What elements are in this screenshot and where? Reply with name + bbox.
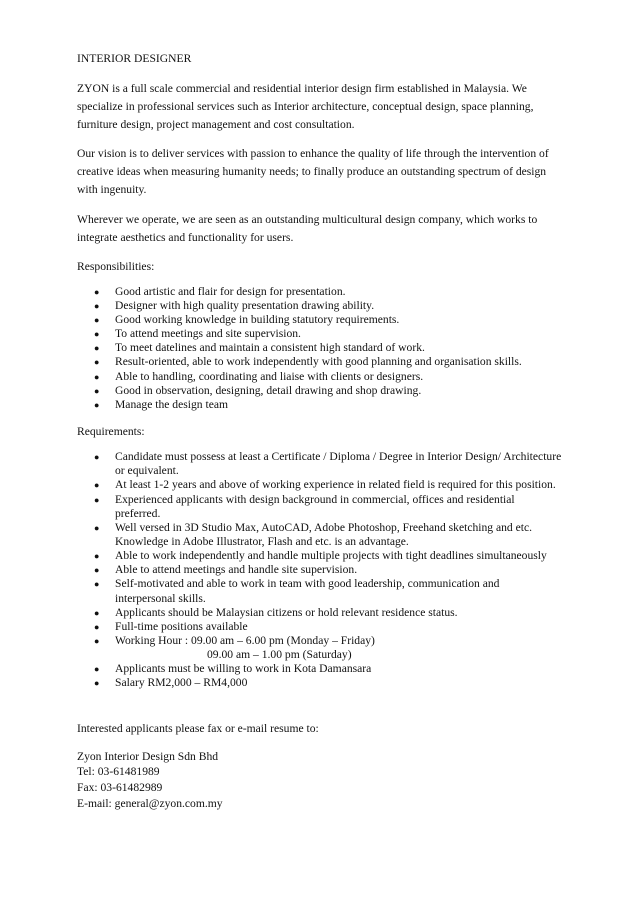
bullet-icon: ●: [94, 565, 100, 576]
list-item: ● Candidate must possess at least a Certificate / Diploma / Degree in Interior Design/ Architecture or equivalent.: [94, 450, 562, 478]
list-item: ● Good artistic and flair for design for presentation.: [94, 284, 346, 298]
list-item: ● Manage the design team: [94, 397, 228, 411]
requirements-heading: Requirements:: [77, 425, 145, 439]
list-item: ● Able to handling, coordinating and liaise with clients or designers.: [94, 369, 424, 383]
list-item: ● Full-time positions available: [94, 619, 248, 633]
list-item: ● Able to attend meetings and handle site supervision.: [94, 563, 358, 577]
list-item: ● Designer with high quality presentation drawing ability.: [94, 298, 375, 312]
list-item: ● Good in observation, designing, detail drawing and shop drawing.: [94, 383, 422, 397]
section-spacer: [77, 702, 562, 720]
bullet-icon: ●: [94, 522, 100, 533]
list-item: ● Well versed in 3D Studio Max, AutoCAD, Adobe Photoshop, Freehand sketching and etc. Knowledge in Adobe Illustrator, Flash and etc. is an advantage.: [94, 520, 533, 548]
page-title: INTERIOR DESIGNER: [77, 52, 192, 65]
responsibilities-list: [77, 285, 562, 412]
list-item: ● At least 1-2 years and above of working experience in related field is required for this position.: [94, 478, 556, 492]
bullet-icon: ●: [94, 551, 100, 562]
working-hour-weekday: Working Hour : 09.00 am – 6.00 pm (Monday – Friday): [115, 633, 375, 647]
company-name: Zyon Interior Design Sdn Bhd: [77, 749, 219, 763]
bullet-icon: ●: [94, 399, 100, 410]
bullet-icon: ●: [94, 579, 100, 590]
working-hour-item: [77, 634, 562, 662]
bullet-icon: ●: [94, 621, 100, 632]
apply-instructions: Interested applicants please fax or e-mail resume to:: [77, 721, 319, 735]
list-item: ● Applicants must be willing to work in Kota Damansara: [94, 662, 372, 676]
vision-paragraph: Our vision is to deliver services with passion to enhance the quality of life through the intervention of creative ideas when measuring humanity needs; to finally produce an outstanding spectrum of design with ingenuity.: [77, 147, 549, 197]
contact-block: [77, 749, 562, 812]
bullet-icon: ●: [94, 664, 100, 675]
bullet-icon: ●: [94, 371, 100, 382]
contact-tel: Tel: 03-61481989: [77, 765, 160, 779]
list-item: ● Self-motivated and able to work in team with good leadership, communication and interpersonal skills.: [94, 577, 500, 605]
document-page: [77, 50, 562, 812]
bullet-icon: ●: [94, 357, 100, 368]
bullet-icon: ●: [94, 678, 100, 689]
contact-email: E-mail: general@zyon.com.my: [77, 796, 223, 810]
bullet-icon: ●: [94, 343, 100, 354]
operation-paragraph: Wherever we operate, we are seen as an outstanding multicultural design company, which works to integrate aesthetics and functionality for users.: [77, 212, 538, 244]
bullet-icon: ●: [94, 494, 100, 505]
bullet-icon: ●: [94, 286, 100, 297]
bullet-icon: ●: [94, 315, 100, 326]
list-item: ● Able to work independently and handle multiple projects with tight deadlines simultaneously: [94, 549, 547, 563]
list-item: ● Good working knowledge in building statutory requirements.: [94, 313, 400, 327]
bullet-icon: ●: [94, 480, 100, 491]
contact-fax: Fax: 03-61482989: [77, 781, 163, 795]
list-item: ● Salary RM2,000 – RM4,000: [94, 676, 248, 690]
bullet-icon: ●: [94, 452, 100, 463]
requirements-list: [77, 450, 562, 690]
intro-paragraph: ZYON is a full scale commercial and residential interior design firm established in Malaysia. We specialize in professional services such as Interior architecture, conceptual design, space planning, furniture design, project management and cost consultation.: [77, 82, 534, 132]
bullet-icon: ●: [94, 385, 100, 396]
list-item: ● To meet datelines and maintain a consistent high standard of work.: [94, 341, 425, 355]
bullet-icon: ●: [94, 635, 100, 646]
list-item: ● Result-oriented, able to work independently with good planning and organisation skills.: [94, 355, 522, 369]
list-item: ● Experienced applicants with design background in commercial, offices and residential preferred.: [94, 492, 515, 520]
responsibilities-heading: Responsibilities:: [77, 259, 155, 273]
list-item: ● To attend meetings and site supervision.: [94, 327, 301, 341]
bullet-icon: ●: [94, 607, 100, 618]
bullet-icon: ●: [94, 300, 100, 311]
list-item: ● Applicants should be Malaysian citizens or hold relevant residence status.: [94, 605, 458, 619]
bullet-icon: ●: [94, 329, 100, 340]
working-hour-saturday: 09.00 am – 1.00 pm (Saturday): [207, 648, 352, 662]
